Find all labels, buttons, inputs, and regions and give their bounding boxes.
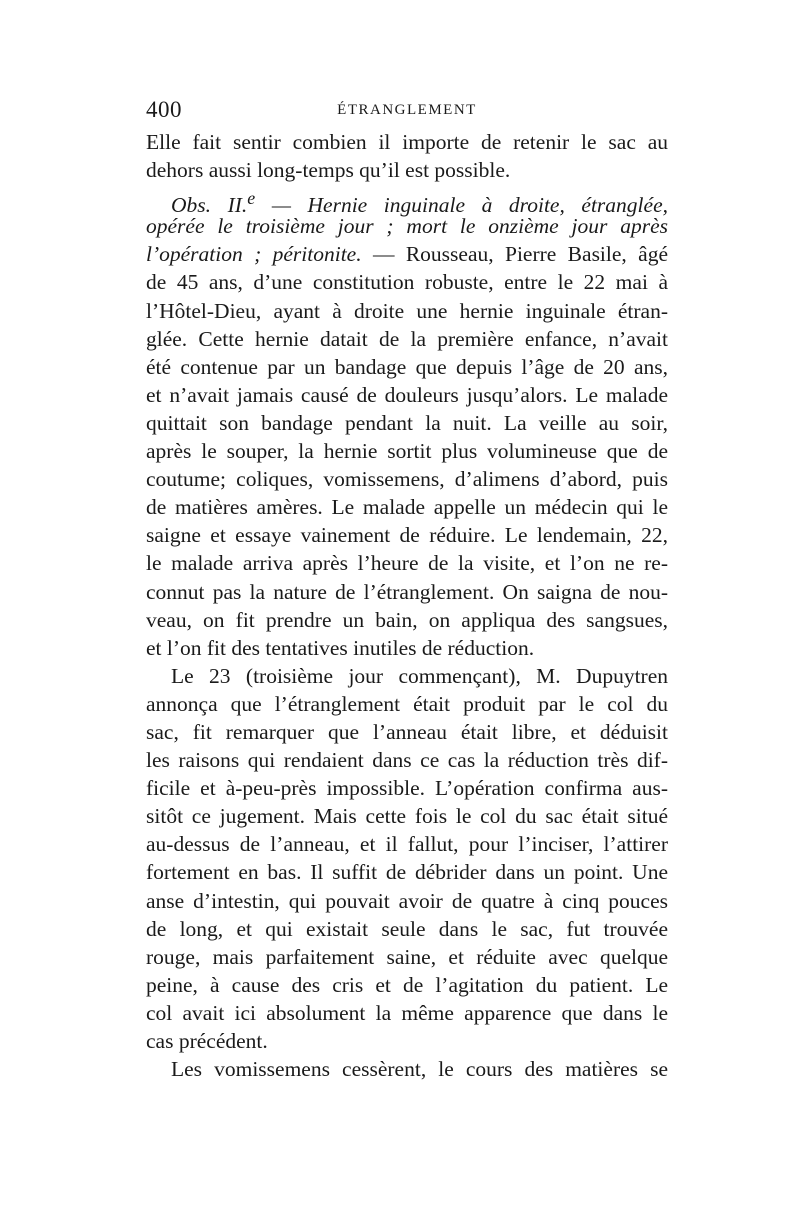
text-line: cas précédent. [146, 1029, 268, 1053]
observation-heading-line: opérée le troisième jour ; mort le onzième jour après [146, 214, 668, 239]
text-line: connut pas la nature de l’étranglement. On saigna de nou- [146, 579, 668, 604]
text-line: de long, et qui existait seule dans le sac, fut trouvée [146, 916, 668, 941]
text-line: quittait son bandage pendant la nuit. La veille au soir, [146, 410, 668, 435]
text-line: sitôt ce jugement. Mais cette fois le col du sac était situé [146, 804, 668, 829]
text-line: ficile et à-peu-près impossible. L’opération confirma aus- [146, 776, 668, 801]
paragraph-start-line: Le 23 (troisième jour commençant), M. Dupuytren [171, 663, 668, 688]
text-line: rouge, mais parfaitement saine, et réduite avec quelque [146, 944, 668, 969]
text-line: l’Hôtel-Dieu, ayant à droite une hernie inguinale étran- [146, 298, 668, 323]
text-line: au-dessus de l’anneau, et il fallut, pour l’inciser, l’attirer [146, 832, 668, 857]
page-number: 400 [146, 97, 182, 122]
observation-heading-line [146, 184, 668, 218]
text-line: fortement en bas. Il suffit de débrider dans un point. Une [146, 860, 668, 885]
page-header [146, 97, 668, 127]
text-line: sac, fit remarquer que l’anneau était libre, et déduisit [146, 719, 668, 744]
text-line: veau, on fit prendre un bain, on appliqua des sangsues, [146, 607, 668, 632]
body-text [146, 128, 668, 1083]
text-line: annonça que l’étranglement était produit par le col du [146, 691, 668, 716]
text-line: après le souper, la hernie sortit plus volumineuse que de [146, 439, 668, 464]
observation-label: Obs. II.$^e$ — Hernie inguinale à droite, étranglée, [171, 188, 668, 218]
text-line: le malade arriva après l’heure de la visite, et l’on ne re- [146, 551, 668, 576]
text-line: coutume; coliques, vomissemens, d’alimens d’abord, puis [146, 467, 668, 492]
text-line: été contenue par un bandage que depuis l’âge de 20 ans, [146, 354, 668, 379]
text-line: dehors aussi long-temps qu’il est possible. [146, 158, 511, 183]
observation-heading-line: l’opération ; péritonite. — Rousseau, Pierre Basile, âgé [146, 242, 668, 267]
text-line: de matières amères. Le malade appelle un médecin qui le [146, 495, 668, 520]
text-line: peine, à cause des cris et de l’agitation du patient. Le [146, 972, 668, 997]
running-title: ÉTRANGLEMENT [337, 102, 477, 118]
text-line: et l’on fit des tentatives inutiles de réduction. [146, 635, 535, 660]
text-line: saigne et essaye vainement de réduire. Le lendemain, 22, [146, 523, 668, 548]
text-line: anse d’intestin, qui pouvait avoir de quatre à cinq pouces [146, 888, 668, 913]
text-line: glée. Cette hernie datait de la première enfance, n’avait [146, 326, 668, 351]
text-line: col avait ici absolument la même apparence que dans le [146, 1000, 668, 1025]
text-line: de 45 ans, d’une constitution robuste, entre le 22 mai à [146, 270, 668, 295]
text-line: et n’avait jamais causé de douleurs jusqu’alors. Le malade [146, 382, 668, 407]
text-line: Elle fait sentir combien il importe de retenir le sac au [146, 130, 668, 154]
text-line: les raisons qui rendaient dans ce cas la réduction très dif- [146, 748, 668, 773]
paragraph-start-line: Les vomissemens cessèrent, le cours des matières se [171, 1057, 668, 1082]
